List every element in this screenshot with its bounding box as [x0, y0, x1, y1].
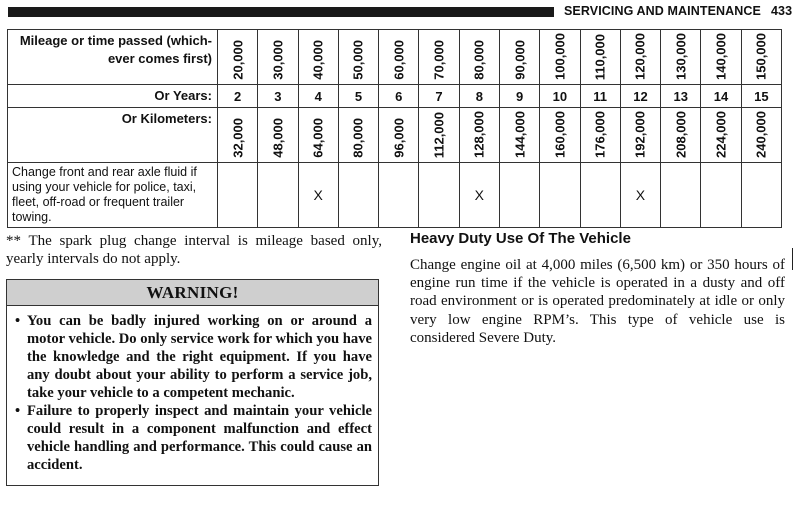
mileage-cell: [459, 30, 499, 85]
year-cell: 14: [701, 85, 741, 108]
kilometers-value: 96,000: [391, 118, 407, 158]
page-number: 433: [770, 4, 793, 18]
service-mark-cell: [701, 163, 741, 228]
mileage-value: 140,000: [713, 33, 729, 80]
mileage-value: 100,000: [552, 33, 568, 80]
kilometers-value: 240,000: [753, 111, 769, 158]
service-mark-cell: [419, 163, 459, 228]
mileage-cell: [741, 30, 781, 85]
service-mark-cell: X: [298, 163, 338, 228]
year-cell: 6: [379, 85, 419, 108]
mileage-cell: [499, 30, 539, 85]
kilometers-value: 80,000: [350, 118, 366, 158]
mileage-value: 80,000: [471, 40, 487, 80]
service-mark-cell: [499, 163, 539, 228]
mileage-value: 150,000: [753, 33, 769, 80]
mileage-value: 50,000: [350, 40, 366, 80]
kilometers-label: Or Kilometers:: [8, 108, 218, 163]
warning-list: [7, 306, 378, 474]
heavy-duty-body: Change engine oil at 4,000 miles (6,500 km) or 350 hours of engine run time if the vehicle is operated in a dusty and off road environment or is operated predominately at idle or only very low engine RPM’s. This type of vehicle use is considered Severe Duty.: [410, 257, 785, 346]
warning-item: [15, 402, 372, 474]
kilometers-value: 112,000: [431, 111, 447, 158]
mileage-value: 120,000: [632, 33, 648, 80]
mileage-label: Mileage or time passed (which-ever comes first): [8, 30, 218, 85]
kilometers-cell: [701, 108, 741, 163]
warning-title: WARNING!: [7, 280, 378, 306]
kilometers-cell: [661, 108, 701, 163]
years-label: Or Years:: [8, 85, 218, 108]
service-mark-cell: [540, 163, 580, 228]
kilometers-value: 64,000: [310, 118, 326, 158]
kilometers-cell: [741, 108, 781, 163]
year-cell: 11: [580, 85, 620, 108]
mileage-value: 130,000: [673, 33, 689, 80]
kilometers-value: 144,000: [512, 111, 528, 158]
service-mark-cell: [661, 163, 701, 228]
mileage-cell: [620, 30, 660, 85]
spark-plug-footnote: ** The spark plug change interval is mileage based only, yearly intervals do not apply.: [6, 233, 382, 267]
page-header: [564, 4, 792, 18]
mileage-cell: [338, 30, 378, 85]
year-cell: 4: [298, 85, 338, 108]
kilometers-cell: [580, 108, 620, 163]
section-title: SERVICING AND MAINTENANCE: [564, 4, 761, 18]
bullet-icon: •: [15, 313, 21, 329]
kilometers-cell: [540, 108, 580, 163]
mileage-value: 30,000: [270, 40, 286, 80]
year-cell: 8: [459, 85, 499, 108]
service-row: [8, 163, 782, 228]
mileage-value: 20,000: [230, 40, 246, 80]
warning-text: You can be badly injured working on or around a motor vehicle. Do only service work for which you have the knowledge and the right equipment. If you have any doubt about your ability to perform a service job, take your vehicle to a competent mechanic.: [27, 313, 372, 401]
mileage-value: 110,000: [592, 33, 608, 80]
kilometers-cell: [258, 108, 298, 163]
year-cell: 9: [499, 85, 539, 108]
kilometers-value: 128,000: [471, 111, 487, 158]
year-cell: 15: [741, 85, 781, 108]
warning-text: Failure to properly inspect and maintain your vehicle could result in a component malfunction and effect vehicle handling and performance. This could cause an accident.: [27, 403, 372, 473]
kilometers-value: 208,000: [673, 111, 689, 158]
warning-item: [15, 312, 372, 402]
kilometers-value: 48,000: [270, 118, 286, 158]
margin-rule: [792, 248, 793, 270]
kilometers-cell: [620, 108, 660, 163]
kilometers-cell: [338, 108, 378, 163]
service-mark-cell: X: [620, 163, 660, 228]
service-mark-cell: X: [459, 163, 499, 228]
service-mark-cell: [741, 163, 781, 228]
mileage-cell: [379, 30, 419, 85]
mileage-cell: [218, 30, 258, 85]
kilometers-cell: [499, 108, 539, 163]
mileage-cell: [298, 30, 338, 85]
header-rule: [8, 7, 554, 17]
kilometers-value: 32,000: [230, 118, 246, 158]
kilometers-value: 192,000: [632, 111, 648, 158]
service-mark-cell: [338, 163, 378, 228]
mileage-value: 60,000: [391, 40, 407, 80]
kilometers-cell: [379, 108, 419, 163]
mileage-cell: [661, 30, 701, 85]
kilometers-value: 160,000: [552, 111, 568, 158]
mileage-cell: [540, 30, 580, 85]
warning-box: [6, 279, 379, 486]
kilometers-cell: [419, 108, 459, 163]
year-cell: 12: [620, 85, 660, 108]
year-cell: 7: [419, 85, 459, 108]
kilometers-value: 176,000: [592, 111, 608, 158]
kilometers-cell: [218, 108, 258, 163]
year-cell: 2: [218, 85, 258, 108]
mileage-cell: [580, 30, 620, 85]
mileage-cell: [258, 30, 298, 85]
service-mark-cell: [218, 163, 258, 228]
mileage-cell: [701, 30, 741, 85]
kilometers-cell: [459, 108, 499, 163]
mileage-value: 90,000: [512, 40, 528, 80]
year-cell: 3: [258, 85, 298, 108]
service-item: Change front and rear axle fluid if using your vehicle for police, taxi, fleet, off-road or frequent trailer towing.: [8, 163, 218, 228]
mileage-value: 40,000: [310, 40, 326, 80]
service-mark-cell: [580, 163, 620, 228]
years-row: [8, 85, 782, 108]
year-cell: 10: [540, 85, 580, 108]
maintenance-schedule-table: [7, 29, 782, 228]
service-mark-cell: [258, 163, 298, 228]
kilometers-value: 224,000: [713, 111, 729, 158]
kilometers-cell: [298, 108, 338, 163]
heavy-duty-heading: Heavy Duty Use Of The Vehicle: [410, 230, 631, 247]
year-cell: 5: [338, 85, 378, 108]
mileage-cell: [419, 30, 459, 85]
mileage-row: [8, 30, 782, 85]
mileage-value: 70,000: [431, 40, 447, 80]
year-cell: 13: [661, 85, 701, 108]
kilometers-row: [8, 108, 782, 163]
service-mark-cell: [379, 163, 419, 228]
bullet-icon: •: [15, 403, 21, 419]
